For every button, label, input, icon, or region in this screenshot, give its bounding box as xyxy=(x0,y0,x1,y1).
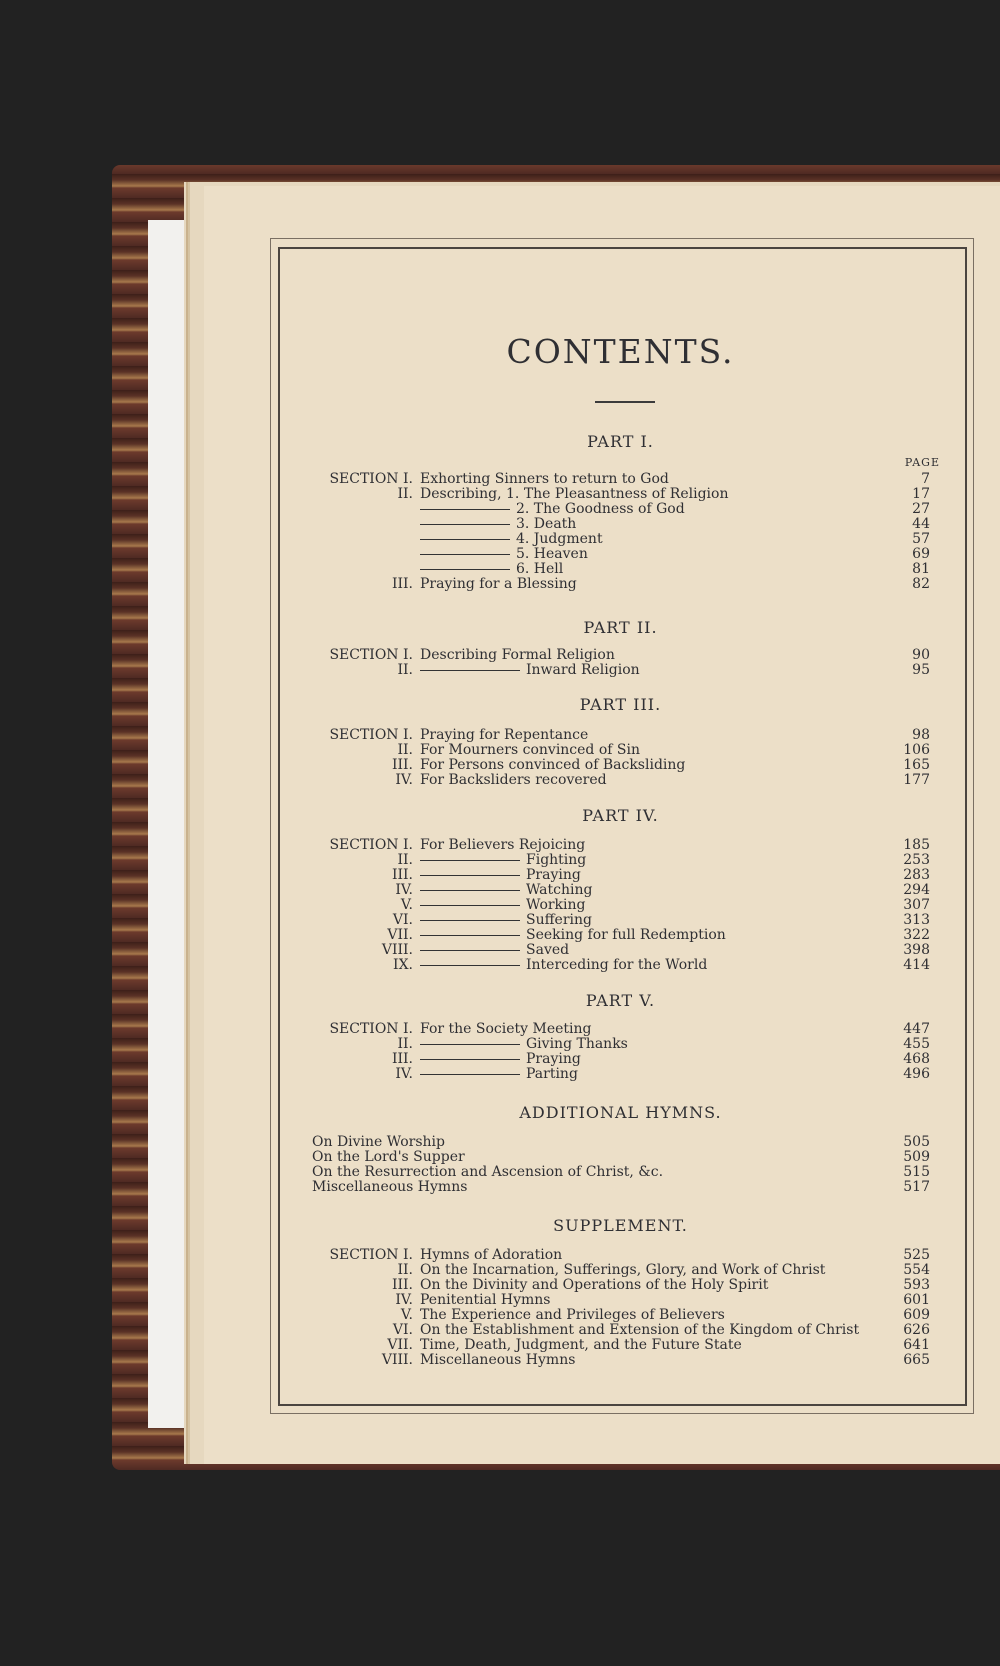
section-number: III. xyxy=(391,867,413,883)
entry-title: Describing, 1. The Pleasantness of Religion xyxy=(420,486,729,502)
entry-title: On the Establishment and Extension of the Kingdom of Christ xyxy=(420,1322,860,1338)
ditto-leader-rule xyxy=(420,860,520,861)
entry-title: Miscellaneous Hymns xyxy=(420,1352,576,1368)
page-number: 57 xyxy=(912,531,930,547)
part-heading: PART III. xyxy=(579,695,662,714)
entry-title: Hymns of Adoration xyxy=(420,1247,563,1263)
page-number: 98 xyxy=(912,727,930,743)
entry-title: Praying for a Blessing xyxy=(420,576,577,592)
page-number: 496 xyxy=(903,1066,930,1082)
entry-title: Interceding for the World xyxy=(420,958,707,973)
page-number: 525 xyxy=(903,1247,930,1263)
ditto-leader-rule xyxy=(420,569,510,570)
ditto-leader-rule xyxy=(420,935,520,936)
section-number: VII. xyxy=(387,927,413,943)
part-heading: PART I. xyxy=(587,432,654,451)
page-number: 185 xyxy=(903,837,930,853)
ditto-leader-rule xyxy=(420,1074,520,1075)
part-heading: PART V. xyxy=(585,991,656,1010)
entry-title: For Believers Rejoicing xyxy=(420,837,586,853)
section-number: II. xyxy=(397,486,413,502)
page-number: 17 xyxy=(912,486,930,502)
page-number: 165 xyxy=(903,757,930,773)
section-number: III. xyxy=(391,1277,413,1293)
page-number: 505 xyxy=(903,1134,930,1150)
page-number: 593 xyxy=(903,1277,930,1293)
section-number: SECTION I. xyxy=(329,647,413,663)
ditto-leader-rule xyxy=(420,905,520,906)
page-number: 626 xyxy=(903,1322,930,1338)
section-number: SECTION I. xyxy=(329,471,413,487)
section-number: VII. xyxy=(387,1337,413,1353)
section-number: III. xyxy=(391,757,413,773)
entry-title: Suffering xyxy=(420,913,592,928)
entry-title: For Persons convinced of Backsliding xyxy=(420,757,686,773)
page-number: 81 xyxy=(912,561,930,577)
section-number: SECTION I. xyxy=(329,837,413,853)
entry-title: For Mourners convinced of Sin xyxy=(420,742,640,758)
page-number: 177 xyxy=(903,772,930,788)
page-number: 313 xyxy=(903,912,930,928)
entry-title: Fighting xyxy=(420,853,586,868)
entry-title: Inward Religion xyxy=(420,663,640,678)
entry-title: 6. Hell xyxy=(420,562,563,577)
section-number: V. xyxy=(400,1307,413,1323)
entry-title: The Experience and Privileges of Believers xyxy=(420,1307,725,1323)
entry-title: Praying for Repentance xyxy=(420,727,589,743)
entry-title: 5. Heaven xyxy=(420,547,588,562)
entry-title: 3. Death xyxy=(420,517,576,532)
entry-title: Describing Formal Religion xyxy=(420,647,615,663)
section-number: IV. xyxy=(395,772,413,788)
ditto-leader-rule xyxy=(420,950,520,951)
section-number: IX. xyxy=(393,957,413,973)
page-number: 27 xyxy=(912,501,930,517)
section-number: VIII. xyxy=(381,1352,413,1368)
page-number: 641 xyxy=(903,1337,930,1353)
page-number: 609 xyxy=(903,1307,930,1323)
section-number: VI. xyxy=(392,912,413,928)
supplement-heading: SUPPLEMENT. xyxy=(553,1216,688,1235)
section-number: II. xyxy=(397,852,413,868)
page-number: 7 xyxy=(921,471,930,487)
page-number: 69 xyxy=(912,546,930,562)
section-number: II. xyxy=(397,1262,413,1278)
entry-title: 4. Judgment xyxy=(420,532,603,547)
ditto-leader-rule xyxy=(420,539,510,540)
entry-title: Parting xyxy=(420,1067,578,1082)
entry-title: Praying xyxy=(420,868,581,883)
entry-title: 2. The Goodness of God xyxy=(420,502,685,517)
title-rule xyxy=(595,401,655,403)
page-number: 44 xyxy=(912,516,930,532)
entry-title: On the Resurrection and Ascension of Christ, &c. xyxy=(312,1164,664,1180)
entry-title: Seeking for full Redemption xyxy=(420,928,726,943)
ditto-leader-rule xyxy=(420,965,520,966)
section-number: SECTION I. xyxy=(329,1021,413,1037)
ditto-leader-rule xyxy=(420,554,510,555)
entry-title: Exhorting Sinners to return to God xyxy=(420,471,669,487)
ditto-leader-rule xyxy=(420,509,510,510)
entry-title: Saved xyxy=(420,943,569,958)
page-number: 253 xyxy=(903,852,930,868)
entry-title: Praying xyxy=(420,1052,581,1067)
page-column-label: PAGE xyxy=(904,456,940,469)
section-number: VI. xyxy=(392,1322,413,1338)
page-number: 322 xyxy=(903,927,930,943)
section-number: VIII. xyxy=(381,942,413,958)
entry-title: For Backsliders recovered xyxy=(420,772,607,788)
section-number: IV. xyxy=(395,882,413,898)
section-number: III. xyxy=(391,1051,413,1067)
page-number: 307 xyxy=(903,897,930,913)
page-number: 515 xyxy=(903,1164,930,1180)
ditto-leader-rule xyxy=(420,920,520,921)
entry-title: Giving Thanks xyxy=(420,1037,628,1052)
page-number: 82 xyxy=(912,576,930,592)
page-number: 95 xyxy=(912,662,930,678)
part-heading: PART II. xyxy=(583,618,658,637)
entry-title: On the Incarnation, Sufferings, Glory, and Work of Christ xyxy=(420,1262,826,1278)
entry-title: On Divine Worship xyxy=(312,1134,445,1150)
part-heading: PART IV. xyxy=(582,806,659,825)
page-number: 90 xyxy=(912,647,930,663)
ditto-leader-rule xyxy=(420,890,520,891)
section-number: SECTION I. xyxy=(329,1247,413,1263)
section-number: III. xyxy=(391,576,413,592)
page-number: 554 xyxy=(903,1262,930,1278)
page-number: 294 xyxy=(903,882,930,898)
page-number: 106 xyxy=(903,742,930,758)
entry-title: Penitential Hymns xyxy=(420,1292,551,1308)
entry-title: On the Divinity and Operations of the Holy Spirit xyxy=(420,1277,769,1293)
entry-title: On the Lord's Supper xyxy=(312,1149,465,1165)
ditto-leader-rule xyxy=(420,670,520,671)
ditto-leader-rule xyxy=(420,524,510,525)
entry-title: Watching xyxy=(420,883,592,898)
entry-title: For the Society Meeting xyxy=(420,1021,592,1037)
page-number: 509 xyxy=(903,1149,930,1165)
section-number: II. xyxy=(397,662,413,678)
section-number: II. xyxy=(397,742,413,758)
entry-title: Working xyxy=(420,898,586,913)
section-number: II. xyxy=(397,1036,413,1052)
page-number: 447 xyxy=(903,1021,930,1037)
page-number: 398 xyxy=(903,942,930,958)
page-number: 601 xyxy=(903,1292,930,1308)
page-number: 283 xyxy=(903,867,930,883)
section-number: V. xyxy=(400,897,413,913)
page-number: 455 xyxy=(903,1036,930,1052)
ditto-leader-rule xyxy=(420,1044,520,1045)
section-number: SECTION I. xyxy=(329,727,413,743)
page-number: 665 xyxy=(903,1352,930,1368)
page-number: 468 xyxy=(903,1051,930,1067)
page-number: 414 xyxy=(903,957,930,973)
section-number: IV. xyxy=(395,1292,413,1308)
entry-title: Time, Death, Judgment, and the Future State xyxy=(420,1337,742,1353)
page-number: 517 xyxy=(903,1179,930,1195)
section-number: IV. xyxy=(395,1066,413,1082)
entry-title: Miscellaneous Hymns xyxy=(312,1179,468,1195)
additional-hymns-heading: ADDITIONAL HYMNS. xyxy=(519,1103,722,1122)
ditto-leader-rule xyxy=(420,1059,520,1060)
page-title: CONTENTS. xyxy=(506,332,735,371)
ditto-leader-rule xyxy=(420,875,520,876)
